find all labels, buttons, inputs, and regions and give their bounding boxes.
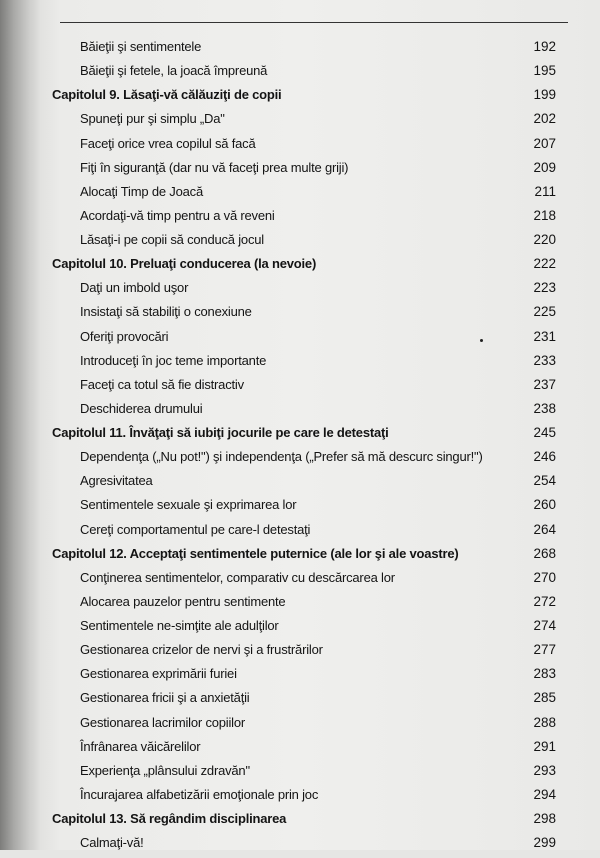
page-number: 209 <box>533 159 556 175</box>
section-title: Gestionarea crizelor de nervi şi a frustrărilor <box>80 642 323 658</box>
toc-section-row <box>0 665 600 689</box>
page-number: 254 <box>533 473 556 489</box>
toc-section-row <box>0 110 600 134</box>
toc-section-row <box>0 738 600 762</box>
page-number: 220 <box>533 232 556 247</box>
page-number: 264 <box>533 521 556 537</box>
toc-section-row <box>0 400 600 424</box>
toc-chapter-row <box>0 424 600 448</box>
page-number: 223 <box>533 280 556 296</box>
section-title: Cereţi comportamentul pe care-l detestaţi <box>80 521 311 537</box>
page-number: 260 <box>533 497 556 513</box>
section-title: Sentimentele sexuale şi exprimarea lor <box>80 497 297 513</box>
page-number: 298 <box>533 811 556 826</box>
page-number: 195 <box>533 63 556 79</box>
toc-section-row <box>0 714 600 738</box>
toc-section-row <box>0 352 600 376</box>
toc-section-row <box>0 786 600 810</box>
section-title: Băieţii şi fetele, la joacă împreună <box>80 63 268 79</box>
page-number: 283 <box>533 666 556 682</box>
section-title: Gestionarea exprimării furiei <box>80 666 237 682</box>
page-number: 288 <box>533 714 556 730</box>
chapter-title: Capitolul 12. Acceptaţi sentimentele puternice (ale lor şi ale voastre) <box>52 545 459 561</box>
toc-section-row <box>0 569 600 593</box>
section-title: Daţi un imbold uşor <box>80 280 189 296</box>
section-title: Spuneţi pur şi simplu „Da" <box>80 111 225 127</box>
section-title: Experienţa „plânsului zdravăn" <box>80 762 250 778</box>
toc-section-row <box>0 231 600 255</box>
toc-section-row <box>0 328 600 352</box>
page-number: 245 <box>533 425 556 440</box>
toc-section-row <box>0 617 600 641</box>
toc-section-row <box>0 207 600 231</box>
toc-chapter-row <box>0 255 600 279</box>
section-title: Calmaţi-vă! <box>80 835 144 851</box>
page-number: 272 <box>533 593 556 609</box>
toc-section-row <box>0 689 600 713</box>
page-number: 199 <box>533 87 556 103</box>
page-number: 231 <box>533 328 556 344</box>
page-number: 233 <box>533 352 556 368</box>
page-number: 202 <box>533 111 556 127</box>
page-number: 274 <box>533 618 556 633</box>
chapter-title: Capitolul 11. Învăţaţi să iubiţi jocurile pe care le detestaţi <box>52 425 389 440</box>
toc-section-row <box>0 521 600 545</box>
section-title: Fiţi în siguranţă (dar nu vă faceţi prea multe griji) <box>80 159 349 175</box>
toc-section-row <box>0 376 600 400</box>
section-title: Înfrânarea văicărelilor <box>80 738 201 754</box>
chapter-title: Capitolul 9. Lăsaţi-vă călăuziţi de copii <box>52 87 282 103</box>
page-number: 285 <box>533 690 556 706</box>
chapter-title: Capitolul 10. Preluaţi conducerea (la nevoie) <box>52 256 317 272</box>
page-number: 246 <box>533 449 556 465</box>
section-title: Lăsaţi-i pe copii să conducă jocul <box>80 232 264 247</box>
toc-section-row <box>0 303 600 327</box>
page-number: 238 <box>533 400 556 416</box>
section-title: Alocarea pauzelor pentru sentimente <box>80 593 286 609</box>
toc-chapter-row <box>0 810 600 834</box>
page-number: 277 <box>533 642 556 658</box>
page-number: 192 <box>533 39 556 54</box>
section-title: Acordaţi-vă timp pentru a vă reveni <box>80 207 275 223</box>
page-number: 293 <box>533 762 556 778</box>
toc-chapter-row <box>0 86 600 110</box>
toc-section-row <box>0 641 600 665</box>
section-title: Gestionarea fricii şi a anxietăţii <box>80 690 250 706</box>
page-number: 291 <box>533 738 556 754</box>
page-number: 222 <box>533 256 556 272</box>
page-number: 211 <box>534 183 556 199</box>
section-title: Gestionarea lacrimilor copiilor <box>80 714 246 730</box>
toc-section-row <box>0 38 600 62</box>
toc-section-row <box>0 762 600 786</box>
section-title: Agresivitatea <box>80 473 153 489</box>
toc-section-row <box>0 834 600 858</box>
section-title: Conţinerea sentimentelor, comparativ cu descărcarea lor <box>80 569 395 585</box>
section-title: Alocaţi Timp de Joacă <box>80 183 203 199</box>
section-title: Faceţi ca totul să fie distractiv <box>80 376 244 392</box>
section-title: Băieţii şi sentimentele <box>80 39 202 54</box>
page-number: 294 <box>533 786 556 802</box>
toc-section-row <box>0 593 600 617</box>
toc-section-row <box>0 448 600 472</box>
page-number: 218 <box>533 207 556 223</box>
header-rule <box>60 22 568 23</box>
section-title: Deschiderea drumului <box>80 400 203 416</box>
section-title: Încurajarea alfabetizării emoţionale prin joc <box>80 786 319 802</box>
toc-section-row <box>0 472 600 496</box>
toc-section-row <box>0 183 600 207</box>
section-title: Insistaţi să stabiliţi o conexiune <box>80 304 252 320</box>
toc-section-row <box>0 279 600 303</box>
page-number: 225 <box>533 304 556 320</box>
section-title: Dependenţa („Nu pot!") şi independenţa („Prefer să mă descurc singur!") <box>80 449 483 465</box>
section-title: Oferiţi provocări <box>80 328 169 344</box>
toc-section-row <box>0 496 600 520</box>
section-title: Introduceţi în joc teme importante <box>80 352 267 368</box>
toc-section-row <box>0 159 600 183</box>
chapter-title: Capitolul 13. Să regândim disciplinarea <box>52 811 287 826</box>
toc-section-row <box>0 135 600 159</box>
page-number: 268 <box>533 545 556 561</box>
page-number: 299 <box>533 835 556 851</box>
page-number: 270 <box>533 569 556 585</box>
page-number: 237 <box>533 376 556 392</box>
section-title: Faceţi orice vrea copilul să facă <box>80 135 256 151</box>
page-number: 207 <box>533 135 556 151</box>
section-title: Sentimentele ne-simţite ale adulţilor <box>80 618 279 633</box>
toc-section-row <box>0 62 600 86</box>
table-of-contents <box>0 38 600 858</box>
toc-chapter-row <box>0 545 600 569</box>
